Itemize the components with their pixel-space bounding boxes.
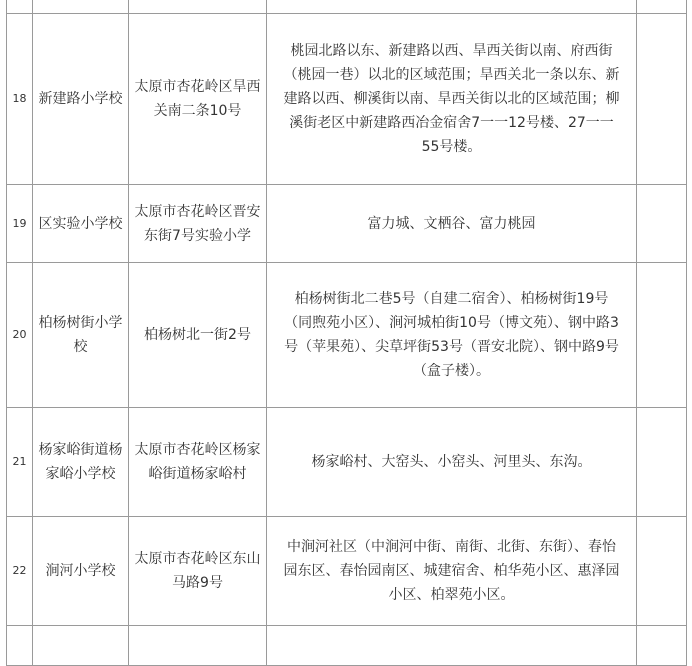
school-address: 太原市杏花岭区杨家峪街道杨家峪村 [129,408,267,517]
table-row [7,14,687,185]
table-row-top-edge [7,0,687,14]
school-district-table [6,0,687,666]
remark [637,185,687,263]
remark [637,517,687,626]
table-row-cut-off [7,626,687,666]
row-number: 21 [7,408,33,517]
table-row [7,517,687,626]
enrollment-range: 桃园北路以东、新建路以西、旱西关街以南、府西街（桃园一巷）以北的区域范围；旱西关北一条以东、新建路以西、柳溪街以南、旱西关街以北的区域范围；柳溪街老区中新建路西冶金宿舍7一一12号楼、27一一55号楼。 [267,14,637,185]
school-address: 太原市杏花岭区旱西关南二条10号 [129,14,267,185]
school-name: 杨家峪街道杨家峪小学校 [33,408,129,517]
enrollment-range: 柏杨树街北二巷5号（自建二宿舍）、柏杨树街19号（同煦苑小区）、涧河城柏街10号（博文苑）、钢中路3号（苹果苑）、尖草坪街53号（晋安北院）、钢中路9号（盒子楼）。 [267,263,637,408]
school-address: 柏杨树北一街2号 [129,263,267,408]
enrollment-range: 杨家峪村、大窑头、小窑头、河里头、东沟。 [267,408,637,517]
table-row [7,263,687,408]
row-number: 19 [7,185,33,263]
row-number: 22 [7,517,33,626]
school-name: 区实验小学校 [33,185,129,263]
remark [637,14,687,185]
table-row [7,185,687,263]
table-row [7,408,687,517]
row-number: 20 [7,263,33,408]
school-name: 柏杨树街小学校 [33,263,129,408]
row-number: 18 [7,14,33,185]
school-name: 新建路小学校 [33,14,129,185]
enrollment-range: 富力城、文栖谷、富力桃园 [267,185,637,263]
school-address: 太原市杏花岭区东山马路9号 [129,517,267,626]
school-address: 太原市杏花岭区晋安东街7号实验小学 [129,185,267,263]
remark [637,263,687,408]
school-name: 涧河小学校 [33,517,129,626]
enrollment-range: 中涧河社区（中涧河中街、南街、北街、东街）、春怡园东区、春怡园南区、城建宿舍、柏华苑小区、惠泽园小区、柏翠苑小区。 [267,517,637,626]
remark [637,408,687,517]
